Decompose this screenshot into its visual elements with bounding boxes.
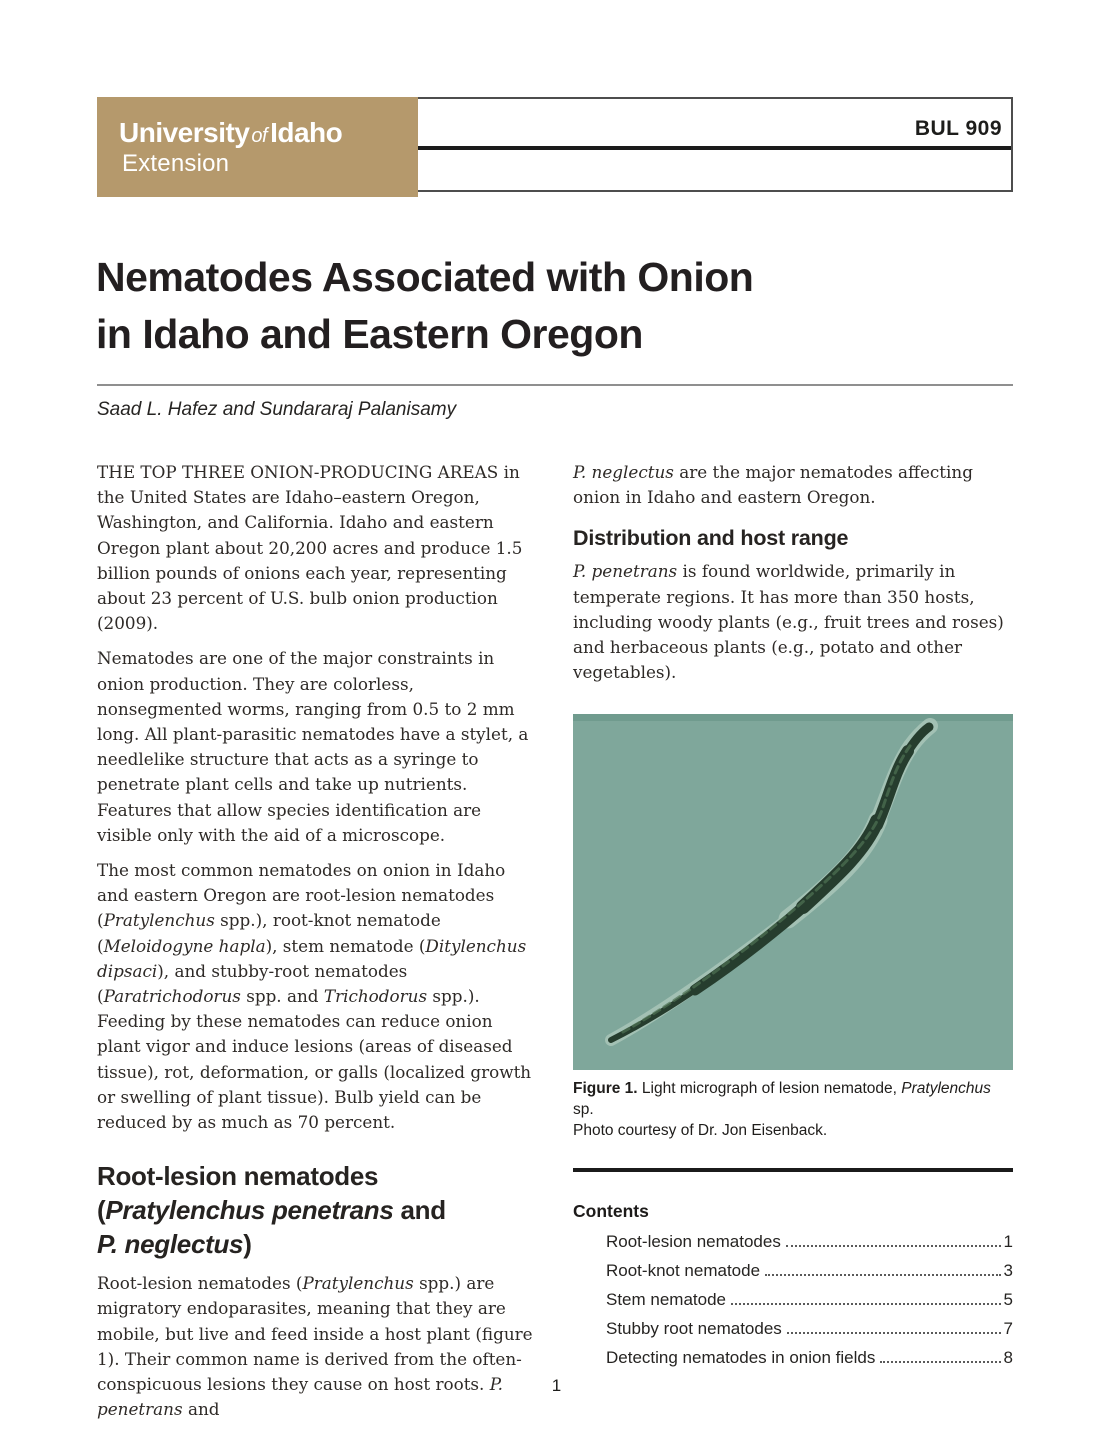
contents-heading: Contents	[573, 1201, 649, 1222]
paragraph-common-nematodes: The most common nematodes on onion in Idaho and eastern Oregon are root-lesion nematodes (Pratylenchus spp.), root-knot nematode (Meloidogyne hapla), stem nematode (Ditylenchus dipsaci), and stubby-root nematodes (Paratrichodorus spp. and Trichodorus spp.). Feeding by these nematodes can reduce onion plant vigor and induce lesions (areas of diseased tissue), rot, deformation, or galls (localized growth or swelling of plant tissue). Bulb yield can be reduced by as much as 70 percent.	[97, 860, 532, 1133]
toc-dot-leader	[880, 1361, 1000, 1363]
paragraph-major-nematodes: P. neglectus are the major nematodes affecting onion in Idaho and eastern Oregon.	[573, 462, 973, 508]
table-of-contents	[573, 1201, 1013, 1368]
toc-dot-leader	[731, 1303, 1001, 1305]
toc-item	[606, 1290, 1013, 1310]
toc-page-number: 3	[1003, 1261, 1013, 1281]
toc-dot-leader	[787, 1332, 1001, 1334]
contents-list	[573, 1232, 1013, 1368]
toc-item-label: Stem nematode	[606, 1290, 727, 1310]
contents-divider-line	[573, 1168, 1013, 1172]
page-title: Nematodes Associated with Onion in Idaho and Eastern Oregon	[96, 254, 754, 357]
bulletin-header-box	[414, 97, 1013, 192]
bulletin-number: BUL 909	[914, 117, 1002, 140]
paragraph-root-lesion-intro: Root-lesion nematodes (Pratylenchus spp.) are migratory endoparasites, meaning that they are mobile, but live and feed inside a host plant (figure 1). Their common name is derived from the often-conspicuous lesions they cause on host roots. P. penetrans and	[97, 1273, 533, 1420]
left-column	[97, 460, 537, 1433]
page-number: 1	[551, 1376, 562, 1395]
toc-item-label: Root-lesion nematodes	[606, 1232, 781, 1252]
toc-item	[606, 1261, 1013, 1281]
figure-1-micrograph	[573, 714, 1013, 1070]
header-divider-line	[414, 146, 1011, 150]
toc-dot-leader	[765, 1274, 1000, 1276]
paragraph-top-producing-areas: THE TOP THREE ONION-PRODUCING AREAS in the United States are Idaho–eastern Oregon, Washington, and California. Idaho and eastern Oregon plant about 20,200 acres and produce 1.5 billion pounds of onions each year, representing about 23 percent of U.S. bulb onion production (2009).	[97, 462, 523, 634]
paragraph-distribution: P. penetrans is found worldwide, primarily in temperate regions. It has more than 350 hosts, including woody plants (e.g., fruit trees and roses) and herbaceous plants (e.g., potato and other vegetables).	[573, 561, 1004, 683]
paragraph-nematode-overview: Nematodes are one of the major constraints in onion production. They are colorless, nonsegmented worms, ranging from 0.5 to 2 mm long. All plant-parasitic nematodes have a stylet, a needlelike structure that acts as a syringe to penetrate plant cells and take up nutrients. Features that allow species identification are visible only with the aid of a microscope.	[97, 648, 529, 845]
toc-item	[606, 1232, 1013, 1252]
authors-byline: Saad L. Hafez and Sundararaj Palanisamy	[97, 399, 457, 420]
toc-dot-leader	[786, 1245, 1001, 1247]
figure-1-caption: Figure 1. Light micrograph of lesion nematode, Pratylenchus sp. Photo courtesy of Dr. Jon Eisenback.	[573, 1080, 991, 1140]
toc-item-label: Stubby root nematodes	[606, 1319, 782, 1339]
toc-item-label: Root-knot nematode	[606, 1261, 761, 1281]
byline-divider-line	[97, 384, 1013, 386]
toc-item-label: Detecting nematodes in onion fields	[606, 1348, 876, 1368]
toc-item	[606, 1348, 1013, 1368]
subsection-heading-distribution-host-range: Distribution and host range	[573, 526, 849, 551]
toc-item	[606, 1319, 1013, 1339]
toc-page-number: 8	[1003, 1348, 1013, 1368]
toc-page-number: 7	[1003, 1319, 1013, 1339]
toc-page-number: 5	[1003, 1290, 1013, 1310]
toc-page-number: 1	[1003, 1232, 1013, 1252]
logo-extension: Extension	[122, 150, 230, 177]
university-of-idaho-extension-logo	[97, 97, 418, 197]
right-column	[573, 460, 1013, 1377]
section-heading-root-lesion-nematodes: Root-lesion nematodes (Pratylenchus penetrans and P. neglectus)	[97, 1161, 446, 1260]
logo-university-of-idaho: University of Idaho	[119, 117, 343, 148]
micrograph-image	[573, 714, 1013, 1070]
